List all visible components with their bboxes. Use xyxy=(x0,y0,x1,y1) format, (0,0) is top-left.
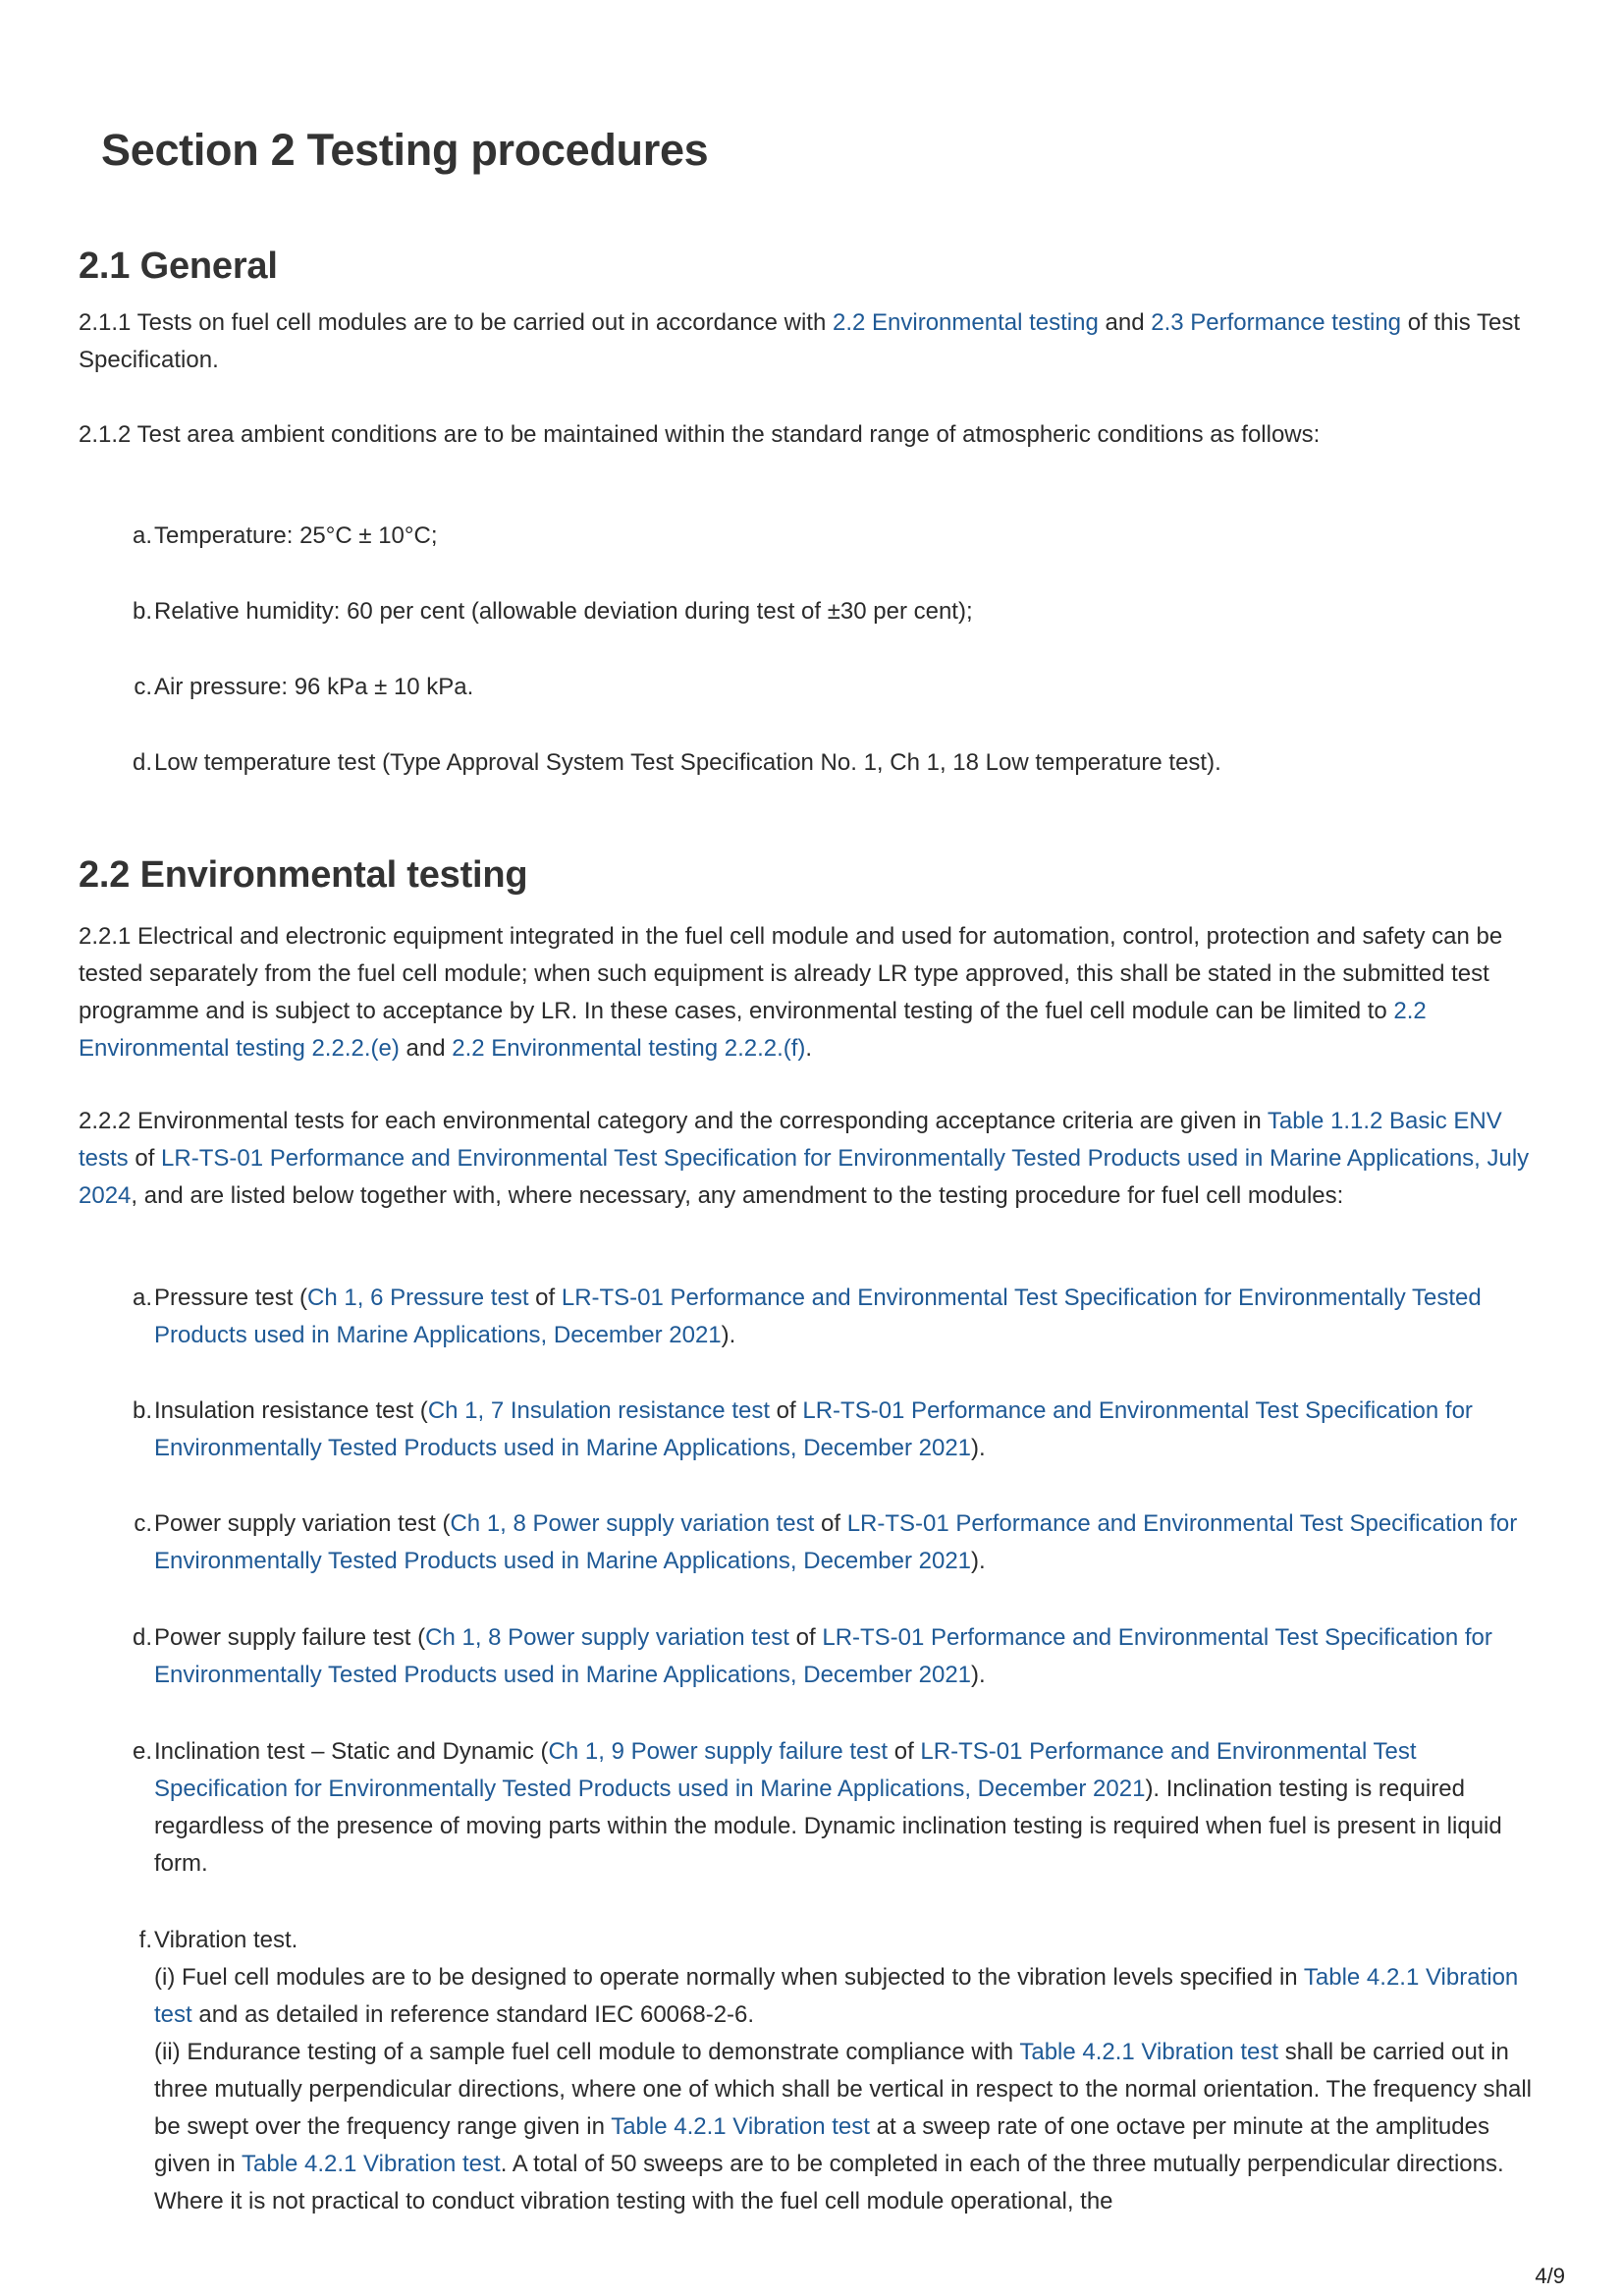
link-environmental-testing[interactable]: 2.2 Environmental testing xyxy=(833,309,1099,336)
link-power-supply-failure-test[interactable]: Ch 1, 9 Power supply failure test xyxy=(548,1738,889,1765)
list-item: b. Relative humidity: 60 per cent (allowable deviation during test of ±30 per cent); xyxy=(132,598,973,625)
link-insulation-resistance-test[interactable]: Ch 1, 7 Insulation resistance test xyxy=(427,1397,770,1424)
list-item: c. Air pressure: 96 kPa ± 10 kPa. xyxy=(134,674,474,700)
page-number: 4/9 xyxy=(1535,2264,1565,2288)
link-power-supply-variation-test[interactable]: Ch 1, 8 Power supply variation test xyxy=(425,1624,789,1651)
link-pressure-test[interactable]: Ch 1, 6 Pressure test xyxy=(307,1285,529,1311)
link-env-testing-f[interactable]: 2.2 Environmental testing 2.2.2.(f) xyxy=(452,1035,806,1062)
link-vibration-table[interactable]: Table 4.2.1 Vibration test xyxy=(611,2113,870,2140)
paragraph-2-1-1: 2.1.1 Tests on fuel cell modules are to be carried out in accordance with 2.2 Environmental testing and 2.3 Performance testing of this Test Specification. xyxy=(79,309,1520,373)
link-performance-testing[interactable]: 2.3 Performance testing xyxy=(1151,309,1402,336)
list-item: a. Pressure test (Ch 1, 6 Pressure test of LR-TS-01 Performance and Environmental Test Specification for Environmentally Tested Products used in Marine Applications, December 2021). xyxy=(132,1285,1482,1348)
heading-environmental-testing: 2.2 Environmental testing xyxy=(79,854,528,896)
link-lr-ts-01[interactable]: LR-TS-01 Performance and Environmental Test Specification for Environmentally Tested Products used in Marine Applications, December 2021 xyxy=(154,1738,1417,1802)
link-vibration-table[interactable]: Table 4.2.1 Vibration test xyxy=(1019,2039,1279,2065)
section-title: Section 2 Testing procedures xyxy=(101,125,709,175)
link-env-testing-e[interactable]: 2.2 Environmental testing 2.2.2.(e) xyxy=(79,998,1427,1062)
paragraph-2-2-1: 2.2.1 Electrical and electronic equipment integrated in the fuel cell module and used for automation, control, protection and safety can be tested separately from the fuel cell module; when such equipment is already LR type approved, this shall be stated in the submitted test programme and is subject to acceptance by LR. In these cases, environmental testing of the fuel cell module can be limited to 2.2 Environmental testing 2.2.2.(e) and 2.2 Environmental testing 2.2.2.(f). xyxy=(79,923,1503,1062)
paragraph-2-1-2: 2.1.2 Test area ambient conditions are to be maintained within the standard range of atmospheric conditions as follows: xyxy=(79,421,1321,448)
list-item-vibration: f. Vibration test. (i) Fuel cell modules are to be designed to operate normally when subjected to the vibration levels specified in Table 4.2.1 Vibration test and as detailed in reference standard IEC 60068-2-6. (ii) Endurance testing of a sample fuel cell module to demonstrate compliance with Table 4.2.1 Vibration test shall be carried out in three mutually perpendicular directions, where one of which shall be vertical in respect to the normal orientation. The frequency shall be swept over the frequency range given in Table 4.2.1 Vibration test at a sweep rate of one octave per minute at the amplitudes given in Table 4.2.1 Vibration test. A total of 50 sweeps are to be completed in each of the three mutually perpendicular directions. Where it is not practical to conduct vibration testing with the fuel cell module operational, the xyxy=(138,1927,1532,2214)
link-lr-ts-01-july-2024[interactable]: LR-TS-01 Performance and Environmental Test Specification for Environmentally Tested Products used in Marine Applications, July 2024 xyxy=(79,1145,1530,1209)
list-item: c. Power supply variation test (Ch 1, 8 Power supply variation test of LR-TS-01 Performance and Environmental Test Specification for Environmentally Tested Products used in Marine Applications, December 2021). xyxy=(134,1510,1518,1574)
paragraph-2-2-2: 2.2.2 Environmental tests for each environmental category and the corresponding acceptance criteria are given in Table 1.1.2 Basic ENV tests of LR-TS-01 Performance and Environmental Test Specification for Environmentally Tested Products used in Marine Applications, July 2024, and are listed below together with, where necessary, any amendment to the testing procedure for fuel cell modules: xyxy=(79,1108,1530,1209)
list-item: d. Power supply failure test (Ch 1, 8 Power supply variation test of LR-TS-01 Performance and Environmental Test Specification for Environmentally Tested Products used in Marine Applications, December 2021). xyxy=(132,1624,1492,1688)
link-lr-ts-01[interactable]: LR-TS-01 Performance and Environmental Test Specification for Environmentally Tested Products used in Marine Applications, December 2021 xyxy=(154,1285,1482,1348)
list-item: a. Temperature: 25°C ± 10°C; xyxy=(132,522,438,549)
list-item: d. Low temperature test (Type Approval System Test Specification No. 1, Ch 1, 18 Low temperature test). xyxy=(132,749,1221,776)
heading-general: 2.1 General xyxy=(79,246,278,287)
link-basic-env-tests[interactable]: Table 1.1.2 Basic ENV tests xyxy=(79,1108,1502,1172)
link-power-supply-variation-test[interactable]: Ch 1, 8 Power supply variation test xyxy=(450,1510,815,1537)
link-vibration-table[interactable]: Table 4.2.1 Vibration test xyxy=(154,1964,1519,2028)
link-lr-ts-01[interactable]: LR-TS-01 Performance and Environmental Test Specification for Environmentally Tested Products used in Marine Applications, December 2021 xyxy=(154,1624,1492,1688)
list-item: e. Inclination test – Static and Dynamic (Ch 1, 9 Power supply failure test of LR-TS-01 Performance and Environmental Test Specification for Environmentally Tested Products used in Marine Applications, December 2021). Inclination testing is required regardless of the presence of moving parts within the module. Dynamic inclination testing is required when fuel is present in liquid form. xyxy=(132,1738,1502,1877)
list-item: b. Insulation resistance test (Ch 1, 7 Insulation resistance test of LR-TS-01 Performance and Environmental Test Specification for Environmentally Tested Products used in Marine Applications, December 2021). xyxy=(132,1397,1473,1461)
link-vibration-table[interactable]: Table 4.2.1 Vibration test xyxy=(241,2151,501,2177)
vibration-title: Vibration test. xyxy=(154,1927,298,1953)
link-lr-ts-01[interactable]: LR-TS-01 Performance and Environmental Test Specification for Environmentally Tested Products used in Marine Applications, December 2021 xyxy=(154,1397,1473,1461)
link-lr-ts-01[interactable]: LR-TS-01 Performance and Environmental Test Specification for Environmentally Tested Products used in Marine Applications, December 2021 xyxy=(154,1510,1518,1574)
